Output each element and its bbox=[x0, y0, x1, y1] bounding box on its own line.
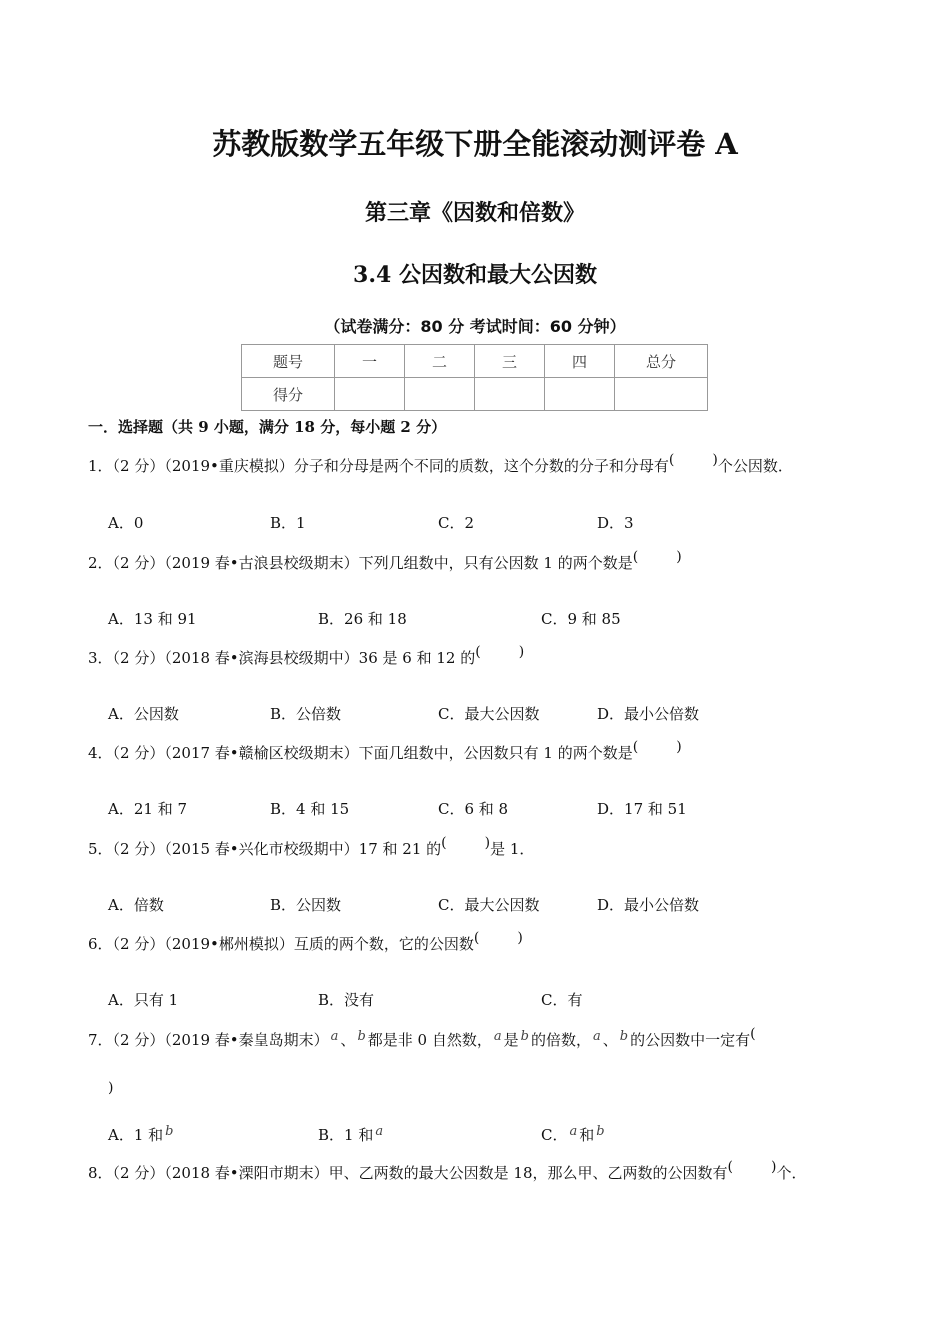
question-text: （2 分）（2019 春•秦皇岛期末） bbox=[112, 1031, 329, 1049]
question-3 bbox=[88, 644, 525, 668]
question-text: （2 分）（2019 春•古浪县校级期末）下列几组数中，只有公因数 1 的两个数是 bbox=[112, 554, 633, 572]
question-text: 都是非 0 自然数， bbox=[367, 1031, 492, 1049]
score-table-score-row bbox=[242, 378, 708, 411]
score-blank-cell[interactable] bbox=[405, 378, 475, 411]
option-c[interactable]: C．最大公因数 bbox=[438, 705, 540, 723]
option-d[interactable]: D．17 和 51 bbox=[597, 800, 687, 818]
separator: 、 bbox=[602, 1031, 618, 1049]
question-text: （2 分）（2018 春•溧阳市期末）甲、乙两数的最大公因数是 18，那么甲、乙两数的公因数有 bbox=[112, 1164, 728, 1182]
variable-b: b bbox=[520, 1029, 529, 1044]
answer-paren-close: ) bbox=[712, 452, 718, 468]
option-a[interactable]: A．倍数 bbox=[108, 896, 164, 914]
score-cell: 三 bbox=[475, 345, 545, 378]
option-c[interactable] bbox=[541, 1124, 607, 1145]
option-b[interactable]: B．26 和 18 bbox=[318, 610, 407, 628]
question-8 bbox=[88, 1159, 807, 1183]
option-b-text: B．1 和 bbox=[318, 1126, 374, 1144]
option-b[interactable]: B．4 和 15 bbox=[270, 800, 350, 818]
option-b[interactable]: B．没有 bbox=[318, 991, 375, 1009]
variable-a: a bbox=[493, 1029, 502, 1044]
answer-paren-close: ) bbox=[518, 644, 525, 660]
option-a[interactable] bbox=[108, 1124, 175, 1145]
question-number: 6． bbox=[88, 935, 113, 953]
question-7 bbox=[88, 1026, 756, 1050]
question-number: 8． bbox=[88, 1164, 113, 1182]
option-a[interactable]: A．公因数 bbox=[108, 705, 179, 723]
chapter-title: 第三章《因数和倍数》 bbox=[364, 200, 585, 226]
question-7-continuation bbox=[108, 1080, 114, 1103]
answer-paren-close: ) bbox=[676, 739, 682, 755]
variable-a: a bbox=[569, 1124, 578, 1139]
answer-paren-close: ) bbox=[676, 549, 682, 565]
variable-a: a bbox=[592, 1029, 601, 1044]
answer-paren-close: ) bbox=[108, 1080, 114, 1096]
question-number: 4． bbox=[88, 744, 113, 762]
option-d[interactable]: D．最小公倍数 bbox=[597, 896, 700, 914]
answer-paren-close: ) bbox=[770, 1159, 777, 1175]
option-b[interactable] bbox=[318, 1124, 385, 1145]
answer-paren-open: ( bbox=[727, 1159, 733, 1175]
option-c[interactable]: C．有 bbox=[541, 991, 583, 1009]
option-a[interactable]: A．只有 1 bbox=[108, 991, 179, 1009]
question-text-after: 是 1． bbox=[490, 840, 535, 858]
option-a-text: A．1 和 bbox=[108, 1126, 164, 1144]
option-c[interactable]: C．6 和 8 bbox=[438, 800, 509, 818]
score-cell: 四 bbox=[545, 345, 615, 378]
question-text: 是 bbox=[503, 1031, 519, 1049]
score-blank-cell[interactable] bbox=[335, 378, 405, 411]
answer-paren-open: ( bbox=[473, 930, 480, 946]
score-cell: 一 bbox=[335, 345, 405, 378]
option-c[interactable]: C．9 和 85 bbox=[541, 610, 621, 628]
answer-paren-close: ) bbox=[517, 930, 523, 946]
option-d[interactable]: D．3 bbox=[597, 514, 634, 532]
score-cell: 题号 bbox=[242, 345, 335, 378]
answer-paren-open: ( bbox=[750, 1026, 756, 1042]
answer-paren-open: ( bbox=[632, 739, 639, 755]
score-cell: 二 bbox=[405, 345, 475, 378]
question-4 bbox=[88, 739, 682, 763]
question-number: 7． bbox=[88, 1031, 113, 1049]
answer-paren-open: ( bbox=[475, 644, 481, 660]
question-1 bbox=[88, 452, 793, 476]
variable-a: a bbox=[330, 1029, 339, 1044]
score-table bbox=[241, 344, 708, 411]
answer-paren-open: ( bbox=[668, 452, 675, 468]
question-text: （2 分）（2015 春•兴化市校级期中）17 和 21 的 bbox=[112, 840, 442, 858]
option-c[interactable]: C．最大公因数 bbox=[438, 896, 540, 914]
variable-a: a bbox=[375, 1124, 384, 1139]
question-6 bbox=[88, 930, 523, 954]
option-a[interactable]: A．0 bbox=[108, 514, 144, 532]
question-number: 2． bbox=[88, 554, 113, 572]
variable-b: b bbox=[165, 1124, 174, 1139]
score-blank-cell[interactable] bbox=[545, 378, 615, 411]
score-blank-cell[interactable] bbox=[475, 378, 545, 411]
option-a[interactable]: A．13 和 91 bbox=[108, 610, 197, 628]
option-b[interactable]: B．公倍数 bbox=[270, 705, 342, 723]
question-text-after: 个公因数． bbox=[717, 457, 793, 475]
section-title: 3.4 公因数和最大公因数 bbox=[353, 262, 597, 288]
question-text: 的公因数中一定有 bbox=[630, 1031, 751, 1049]
option-c-text: 和 bbox=[579, 1126, 595, 1144]
question-number: 5． bbox=[88, 840, 113, 858]
option-b[interactable]: B．公因数 bbox=[270, 896, 342, 914]
variable-b: b bbox=[596, 1124, 605, 1139]
answer-paren-open: ( bbox=[632, 549, 639, 565]
separator: 、 bbox=[340, 1031, 356, 1049]
score-row-label: 得分 bbox=[242, 378, 335, 411]
option-b[interactable]: B．1 bbox=[270, 514, 306, 532]
score-table-header-row bbox=[242, 345, 708, 378]
document-title: 苏教版数学五年级下册全能滚动测评卷 A bbox=[212, 127, 738, 161]
score-cell: 总分 bbox=[615, 345, 708, 378]
question-text: （2 分）（2017 春•赣榆区校级期末）下面几组数中，公因数只有 1 的两个数是 bbox=[112, 744, 633, 762]
answer-paren-open: ( bbox=[441, 835, 447, 851]
variable-b: b bbox=[357, 1029, 366, 1044]
question-text: 的倍数， bbox=[530, 1031, 591, 1049]
option-d[interactable]: D．最小公倍数 bbox=[597, 705, 700, 723]
question-text: （2 分）（2019•重庆模拟）分子和分母是两个不同的质数，这个分数的分子和分母有 bbox=[112, 457, 669, 475]
section-heading: 一．选择题（共 9 小题，满分 18 分，每小题 2 分） bbox=[88, 418, 447, 436]
option-a[interactable]: A．21 和 7 bbox=[108, 800, 187, 818]
question-number: 1． bbox=[88, 457, 113, 475]
exam-info: （试卷满分：80 分 考试时间：60 分钟） bbox=[324, 317, 626, 336]
option-c[interactable]: C．2 bbox=[438, 514, 475, 532]
question-2 bbox=[88, 549, 682, 573]
variable-b: b bbox=[619, 1029, 629, 1044]
question-5 bbox=[88, 835, 535, 859]
option-c-text: C． bbox=[541, 1126, 568, 1144]
question-text-after: 个． bbox=[776, 1164, 807, 1182]
question-number: 3． bbox=[88, 649, 113, 667]
score-blank-cell[interactable] bbox=[615, 378, 708, 411]
question-text: （2 分）（2019•郴州模拟）互质的两个数，它的公因数 bbox=[112, 935, 474, 953]
question-text: （2 分）（2018 春•滨海县校级期中）36 是 6 和 12 的 bbox=[112, 649, 476, 667]
answer-paren-close: ) bbox=[484, 835, 491, 851]
